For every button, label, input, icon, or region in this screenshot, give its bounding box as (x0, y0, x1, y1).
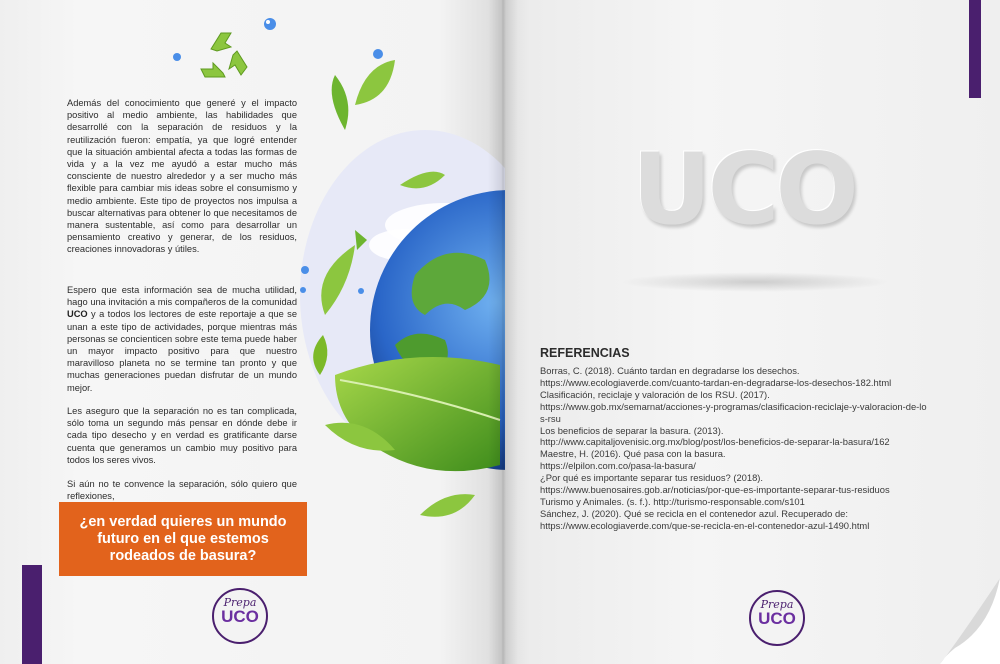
question-callout: ¿en verdad quieres un mundo futuro en el que estemos rodeados de basura? (59, 502, 307, 576)
reference-link: https://elpilon.com.co/pasa-la-basura/ (540, 460, 696, 472)
earth-illustration (295, 45, 505, 565)
reference-link: https://www.ecologiaverde.com/cuanto-tardan-en-degradarse-los-desechos-182.html (540, 376, 892, 388)
paragraph-invitation: Espero que esta información sea de mucha utilidad, hago una invitación a mis compañeros de la comunidad UCO y a todos los lectores de este reportaje a que se unan a este tipo de actividades, porque mientras más personas se concienticen sobre este tema puede haber un mayor impacto positivo para que nuestro maravilloso planeta no se termine tan pronto y que muchas generaciones puedan disfrutar de un mundo mejor. (67, 285, 297, 393)
paragraph-reflect: Si aún no te convence la separación, sólo quiero que reflexiones, (67, 479, 297, 502)
water-drop-icon (370, 46, 386, 62)
references-title: REFERENCIAS (540, 346, 630, 360)
reference-line: Turismo y Animales. (s. f.). http://turismo-responsable.com/s101 (540, 495, 805, 507)
uco-emboss-logo: UCO (632, 133, 855, 247)
water-drop-icon (260, 14, 280, 34)
prepa-uco-logo: Prepa UCO (212, 588, 268, 644)
leaf-icon (355, 60, 395, 105)
reference-line: Clasificación, reciclaje y valoración de los RSU. (2017). (540, 388, 770, 400)
reference-link: https://www.buenosaires.gob.ar/noticias/por-que-es-importante-separar-tus-residuos (540, 484, 890, 496)
purple-tab (969, 0, 981, 98)
purple-tab (22, 565, 42, 664)
reference-line: ¿Por qué es importante separar tus residuos? (2018). (540, 472, 764, 484)
reference-line: Maestre, H. (2016). Qué pasa con la basura. (540, 448, 726, 460)
prepa-uco-logo: Prepa UCO (749, 590, 805, 646)
logo-shadow (620, 272, 890, 292)
reference-link: https://www.gob.mx/semarnat/acciones-y-programas/clasificacion-reciclaje-y-valoracion-de-los-rsu (540, 400, 927, 424)
reference-link: https://www.ecologiaverde.com/que-se-recicla-en-el-contenedor-azul-1490.html (540, 519, 870, 531)
uco-highlight: UCO (67, 309, 88, 320)
reference-link: http://www.capitaljovenisic.org.mx/blog/post/los-beneficios-de-separar-la-basura/162 (540, 436, 890, 448)
reference-line: Los beneficios de separar la basura. (2013). (540, 424, 724, 436)
right-page (500, 0, 1000, 664)
paragraph-skills: Además del conocimiento que generé y el impacto positivo al medio ambiente, las habilidades que desarrollé con la separación de residuos y la reutilización fueron: empatía, ya que logré entender que la situación ambiental afecta a todas las formas de vida y a la vez me ayudó a estar mucho más consciente de nuestro alrededor y a ser mucho más flexible para cambiar mis ideas sobre el consumismo y medio ambiente. Este tipo de proyectos nos impulsa a buscar alternativas para obtener lo que necesitamos de manera sustentable, así como para desarrollar un pensamiento creativo y generar, de los residuos, creaciones innovadoras y útiles. (67, 98, 297, 255)
water-drop-icon (170, 50, 184, 64)
page-curl (920, 578, 1000, 664)
references-list (540, 365, 930, 532)
reference-line: Borras, C. (2018). Cuánto tardan en degradarse los desechos. (540, 365, 800, 376)
paragraph-separation: Les aseguro que la separación no es tan complicada, sólo toma un segundo más pensar en dónde debe ir cada tipo desecho y en verdad es gratificante darse cuenta que generamos un cambio muy positivo para todos los seres vivos. (67, 406, 297, 465)
recycle-icon (191, 25, 255, 83)
reference-line: Sánchez, J. (2020). Qué se recicla en el contenedor azul. Recuperado de: (540, 507, 848, 519)
